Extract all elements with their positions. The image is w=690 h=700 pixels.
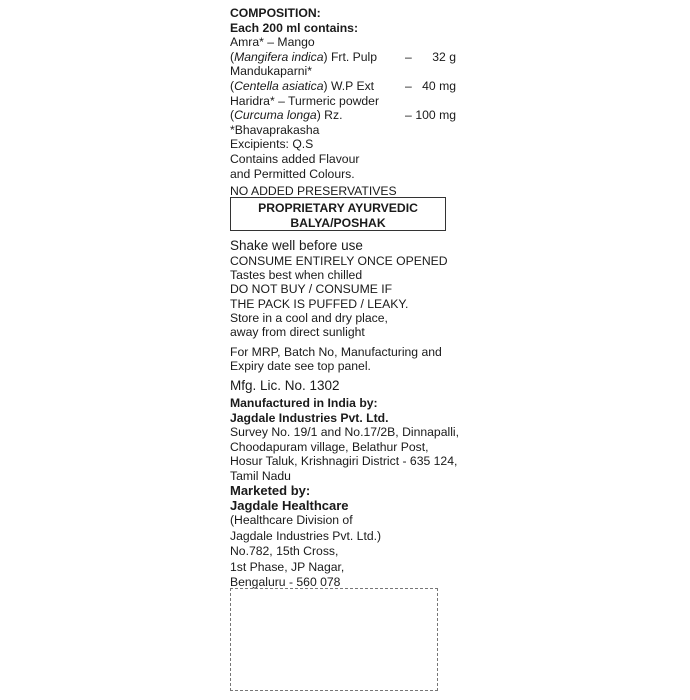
license-number (230, 378, 490, 394)
address-line: Tamil Nadu (230, 468, 291, 483)
manufacturer-section (230, 396, 490, 484)
composition-note: and Permitted Colours. (230, 166, 355, 181)
instruction-line: Tastes best when chilled (230, 268, 363, 283)
license-text: Mfg. Lic. No. 1302 (230, 378, 340, 393)
plant-part: W.P Ext (330, 78, 375, 93)
manufacturer-name: Jagdale Industries Pvt. Ltd. (230, 410, 389, 425)
plant-part: Rz. (324, 108, 343, 123)
address-line: Hosur Taluk, Krishnagiri District - 635 124, (230, 454, 458, 469)
address-line: Survey No. 19/1 and No.17/2B, Dinnapalli, (230, 425, 459, 440)
preservatives-note: NO ADDED PRESERVATIVES (230, 184, 397, 199)
address-line: No.782, 15th Cross, (230, 544, 339, 558)
instruction-line: away from direct sunlight (230, 325, 365, 340)
category-box (230, 197, 446, 231)
qty-dash: – (405, 108, 412, 123)
qty-dash: – (405, 49, 412, 64)
mrp-line: For MRP, Batch No, Manufacturing and (230, 345, 442, 359)
composition-note: Excipients: Q.S (230, 137, 314, 152)
marketer-section (230, 483, 490, 591)
batch-print-area (230, 588, 438, 691)
address-line: 1st Phase, JP Nagar, (230, 559, 345, 574)
plant-part: Frt. Pulp (330, 49, 378, 64)
botanical-name: Mangifera indica (234, 49, 324, 64)
instruction-line: THE PACK IS PUFFED / LEAKY. (230, 296, 409, 311)
ingredient-row: (Mangifera indica) Frt. Pulp – 32 g (230, 49, 456, 64)
ingredient-row: (Curcuma longa) Rz. – 100 mg (230, 108, 456, 123)
mrp-note (230, 345, 490, 373)
marketer-name: Jagdale Healthcare (230, 498, 349, 513)
ingredient-qty: 100 mg (415, 108, 456, 123)
instruction-line: CONSUME ENTIRELY ONCE OPENED (230, 254, 448, 268)
instruction-line: Store in a cool and dry place, (230, 310, 388, 325)
composition-heading: COMPOSITION: (230, 6, 321, 20)
category-line: PROPRIETARY AYURVEDIC (258, 201, 418, 215)
address-line: (Healthcare Division of (230, 513, 353, 527)
ingredient-qty: 32 g (432, 49, 456, 64)
instruction-line: DO NOT BUY / CONSUME IF (230, 282, 393, 297)
composition-note: Contains added Flavour (230, 151, 360, 166)
ingredient-qty: 40 mg (422, 78, 456, 93)
composition-section (230, 6, 470, 199)
ingredient-row: (Centella asiatica) W.P Ext – 40 mg (230, 78, 456, 93)
qty-dash: – (405, 78, 412, 93)
address-line: Jagdale Industries Pvt. Ltd.) (230, 528, 382, 543)
mrp-line: Expiry date see top panel. (230, 359, 371, 374)
manufacturer-heading: Manufactured in India by: (230, 396, 378, 410)
ingredient-name: Mandukaparni* (230, 64, 312, 79)
address-line: Bengaluru - 560 078 (230, 575, 341, 589)
ingredient-name: Haridra* – Turmeric powder (230, 93, 380, 108)
botanical-name: Curcuma longa (234, 108, 317, 123)
composition-note: *Bhavaprakasha (230, 122, 320, 137)
address-line: Choodapuram village, Belathur Post, (230, 439, 429, 454)
botanical-name: Centella asiatica (234, 78, 324, 93)
shake-instruction: Shake well before use (230, 238, 363, 253)
ingredient-name: Amra* – Mango (230, 35, 315, 50)
category-line: BALYA/POSHAK (290, 216, 386, 230)
marketer-heading: Marketed by: (230, 483, 311, 498)
composition-subheading: Each 200 ml contains: (230, 20, 359, 35)
instructions-section (230, 238, 490, 339)
